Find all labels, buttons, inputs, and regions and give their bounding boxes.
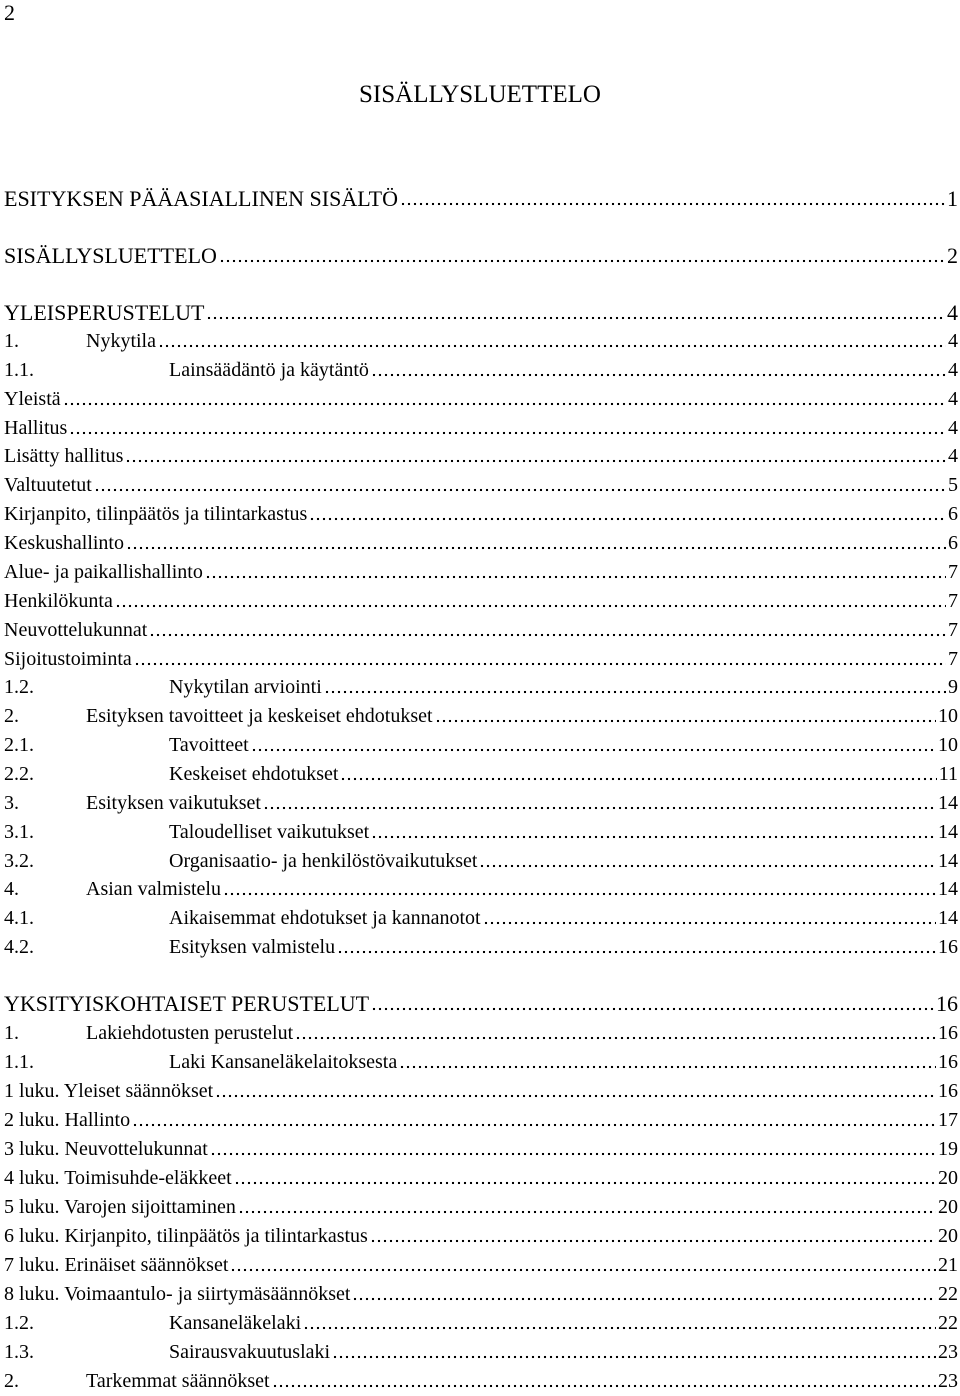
toc-entry-title: Hallitus	[4, 417, 68, 439]
toc-entry[interactable]	[4, 988, 958, 1016]
toc-entry[interactable]	[4, 700, 958, 728]
toc-entry-title: Esityksen valmistelu	[169, 936, 336, 958]
toc-entry-title: Asian valmistelu	[86, 878, 221, 900]
toc-entry[interactable]	[4, 383, 958, 411]
toc-entry-title: SISÄLLYSLUETTELO	[4, 243, 217, 268]
dot-leader	[238, 1210, 936, 1214]
toc-entry-title: Kirjanpito, tilinpäätös ja tilintarkastus	[4, 503, 308, 525]
toc-entry-page: 14	[938, 792, 958, 814]
toc-entry-number: 1.1.	[4, 1051, 34, 1073]
toc-entry-number: 3.2.	[4, 850, 34, 872]
toc-entry-page: 16	[938, 1051, 958, 1073]
toc-entry[interactable]	[4, 1336, 958, 1364]
dot-leader	[132, 1123, 936, 1127]
dot-leader	[303, 1326, 936, 1330]
toc-entry-title: Yleistä	[4, 388, 61, 410]
dot-leader	[251, 748, 936, 752]
toc-entry-page: 22	[938, 1312, 958, 1334]
toc-entry-title: Sairausvakuutuslaki	[169, 1341, 331, 1363]
dot-leader	[206, 316, 945, 320]
dot-leader	[483, 921, 936, 925]
toc-entry-title: 6 luku. Kirjanpito, tilinpäätös ja tilintarkastus	[4, 1225, 368, 1247]
dot-leader	[263, 806, 936, 810]
toc-entry-page: 4	[947, 300, 958, 325]
toc-entry-title: Nykytila	[86, 330, 156, 352]
toc-entry-page: 10	[938, 734, 958, 756]
dot-leader	[324, 690, 946, 694]
toc-entry[interactable]	[4, 643, 958, 671]
toc-entry-number: 2.	[4, 1370, 19, 1392]
dot-leader	[115, 604, 946, 608]
toc-entry-number: 2.2.	[4, 763, 34, 785]
toc-entry-title: 2 luku. Hallinto	[4, 1109, 131, 1131]
dot-leader	[371, 373, 946, 377]
toc-entry-page: 20	[938, 1196, 958, 1218]
toc-entry[interactable]	[4, 758, 958, 786]
toc-entry[interactable]	[4, 1249, 958, 1277]
dot-leader	[158, 344, 946, 348]
toc-entry-title: Nykytilan arviointi	[169, 676, 322, 698]
dot-leader	[370, 1239, 936, 1243]
dot-leader	[134, 662, 946, 666]
toc-entry-page: 14	[938, 878, 958, 900]
toc-entry[interactable]	[4, 1220, 958, 1248]
dot-leader	[205, 575, 946, 579]
toc-entry-page: 11	[938, 763, 958, 785]
toc-entry-page: 7	[948, 648, 958, 670]
dot-leader	[94, 488, 946, 492]
toc-entry-number: 3.	[4, 792, 19, 814]
toc-entry-title: Keskeiset ehdotukset	[169, 763, 339, 785]
toc-entry[interactable]	[4, 469, 958, 497]
toc-entry-page: 23	[938, 1370, 958, 1392]
toc-entry-page: 14	[938, 907, 958, 929]
toc-entry-title: Alue- ja paikallishallinto	[4, 561, 203, 583]
toc-entry[interactable]	[4, 1278, 958, 1306]
toc-entry-number: 1.	[4, 1022, 19, 1044]
toc-entry-title: Esityksen vaikutukset	[86, 792, 261, 814]
dot-leader	[149, 633, 946, 637]
dot-leader	[399, 1065, 936, 1069]
toc-entry[interactable]	[4, 585, 958, 613]
toc-entry-number: 1.3.	[4, 1341, 34, 1363]
toc-entry-title: Lainsäädäntö ja käytäntö	[169, 359, 369, 381]
toc-entry-title: Henkilökunta	[4, 590, 113, 612]
toc-entry-page: 7	[948, 619, 958, 641]
toc-entry-title: Keskushallinto	[4, 532, 124, 554]
toc-entry-title: Tarkemmat säännökset	[86, 1370, 270, 1392]
dot-leader	[272, 1384, 936, 1388]
toc-entry-number: 1.	[4, 330, 19, 352]
dot-leader	[63, 402, 946, 406]
toc-entry-title: Valtuutetut	[4, 474, 92, 496]
page-number: 2	[4, 0, 15, 25]
toc-entry[interactable]	[4, 845, 958, 873]
dot-leader	[400, 202, 945, 206]
dot-leader	[435, 719, 936, 723]
toc-entry-page: 21	[938, 1254, 958, 1276]
dot-leader	[332, 1355, 936, 1359]
toc-entry-page: 16	[938, 1022, 958, 1044]
toc-entry-page: 4	[948, 445, 958, 467]
toc-entry-title: Lakiehdotusten perustelut	[86, 1022, 294, 1044]
dot-leader	[309, 517, 946, 521]
dot-leader	[234, 1181, 936, 1185]
dot-leader	[337, 950, 936, 954]
toc-entry-title: Organisaatio- ja henkilöstövaikutukset	[169, 850, 478, 872]
dot-leader	[223, 892, 936, 896]
toc-entry[interactable]	[4, 931, 958, 959]
dot-leader	[340, 777, 936, 781]
toc-entry-page: 16	[938, 936, 958, 958]
dot-leader	[295, 1036, 936, 1040]
toc-entry[interactable]	[4, 1365, 958, 1393]
toc-entry-page: 14	[938, 821, 958, 843]
toc-entry[interactable]	[4, 1046, 958, 1074]
toc-entry[interactable]	[4, 1017, 958, 1045]
toc-entry-title: Laki Kansaneläkelaitoksesta	[169, 1051, 398, 1073]
toc-entry-page: 4	[948, 417, 958, 439]
dot-leader	[371, 1007, 934, 1011]
toc-entry-title: Esityksen tavoitteet ja keskeiset ehdotukset	[86, 705, 433, 727]
toc-entry-page: 19	[938, 1138, 958, 1160]
toc-entry-number: 4.	[4, 878, 19, 900]
toc-entry[interactable]	[4, 873, 958, 901]
toc-entry-number: 2.1.	[4, 734, 34, 756]
toc-entry-title: 3 luku. Neuvottelukunnat	[4, 1138, 208, 1160]
dot-leader	[69, 431, 946, 435]
toc-entry-number: 1.2.	[4, 1312, 34, 1334]
toc-entry[interactable]	[4, 816, 958, 844]
dot-leader	[126, 546, 946, 550]
toc-entry-page: 7	[948, 590, 958, 612]
toc-entry-page: 10	[938, 705, 958, 727]
dot-leader	[210, 1152, 936, 1156]
dot-leader	[479, 864, 936, 868]
toc-entry-page: 16	[936, 991, 958, 1016]
toc-entry[interactable]	[4, 787, 958, 815]
toc-entry[interactable]	[4, 498, 958, 526]
toc-entry-title: Taloudelliset vaikutukset	[169, 821, 370, 843]
page-title: SISÄLLYSLUETTELO	[359, 81, 601, 108]
toc-entry[interactable]	[4, 1191, 958, 1219]
toc-entry-title: Kansaneläkelaki	[169, 1312, 302, 1334]
toc-entry[interactable]	[4, 556, 958, 584]
toc-entry-number: 4.1.	[4, 907, 34, 929]
toc-entry-page: 20	[938, 1167, 958, 1189]
toc-entry[interactable]	[4, 183, 958, 211]
dot-leader	[230, 1268, 936, 1272]
toc-entry-title: Lisätty hallitus	[4, 445, 124, 467]
toc-entry[interactable]	[4, 1307, 958, 1335]
toc-entry[interactable]	[4, 1133, 958, 1161]
toc-entry-title: Aikaisemmat ehdotukset ja kannanotot	[169, 907, 481, 929]
toc-entry-page: 17	[938, 1109, 958, 1131]
toc-entry[interactable]	[4, 240, 958, 268]
toc-entry-page: 4	[948, 359, 958, 381]
toc-entry-number: 2.	[4, 705, 19, 727]
toc-entry-page: 6	[948, 503, 958, 525]
toc-entry-title: 1 luku. Yleiset säännökset	[4, 1080, 214, 1102]
toc-entry-title: Tavoitteet	[169, 734, 249, 756]
toc-entry[interactable]	[4, 729, 958, 757]
toc-entry-number: 4.2.	[4, 936, 34, 958]
toc-entry[interactable]	[4, 297, 958, 325]
toc-entry[interactable]	[4, 1162, 958, 1190]
toc-entry-title: 4 luku. Toimisuhde-eläkkeet	[4, 1167, 232, 1189]
toc-entry[interactable]	[4, 354, 958, 382]
toc-entry-page: 2	[947, 243, 958, 268]
toc-entry-title: YKSITYISKOHTAISET PERUSTELUT	[4, 991, 370, 1016]
toc-entry-page: 6	[948, 532, 958, 554]
dot-leader	[352, 1297, 936, 1301]
toc-entry[interactable]	[4, 902, 958, 930]
toc-entry-title: YLEISPERUSTELUT	[4, 300, 205, 325]
toc-entry-title: 5 luku. Varojen sijoittaminen	[4, 1196, 236, 1218]
toc-entry-page: 16	[938, 1080, 958, 1102]
dot-leader	[125, 459, 946, 463]
toc-entry-number: 1.2.	[4, 676, 34, 698]
toc-entry-page: 22	[938, 1283, 958, 1305]
toc-entry-number: 1.1.	[4, 359, 34, 381]
toc-entry[interactable]	[4, 440, 958, 468]
toc-entry-number: 3.1.	[4, 821, 34, 843]
toc-entry[interactable]	[4, 671, 958, 699]
toc-entry-page: 1	[947, 186, 958, 211]
toc-entry-title: Sijoitustoiminta	[4, 648, 132, 670]
toc-entry-page: 7	[948, 561, 958, 583]
toc-entry-title: 7 luku. Erinäiset säännökset	[4, 1254, 229, 1276]
toc-entry-title: ESITYKSEN PÄÄASIALLINEN SISÄLTÖ	[4, 186, 398, 211]
toc-entry-title: 8 luku. Voimaantulo- ja siirtymäsäännökset	[4, 1283, 351, 1305]
toc-entry[interactable]	[4, 412, 958, 440]
toc-entry-page: 5	[948, 474, 958, 496]
toc-entry-page: 23	[938, 1341, 958, 1363]
toc-entry[interactable]	[4, 614, 958, 642]
toc-entry[interactable]	[4, 527, 958, 555]
toc-entry[interactable]	[4, 1104, 958, 1132]
toc-entry[interactable]	[4, 1075, 958, 1103]
toc-entry-page: 9	[948, 676, 958, 698]
dot-leader	[219, 259, 945, 263]
toc-entry-page: 20	[938, 1225, 958, 1247]
toc-entry-page: 4	[948, 330, 958, 352]
dot-leader	[371, 835, 936, 839]
toc-entry-page: 14	[938, 850, 958, 872]
toc-entry-page: 4	[948, 388, 958, 410]
toc-entry[interactable]	[4, 325, 958, 353]
dot-leader	[215, 1094, 936, 1098]
toc-entry-title: Neuvottelukunnat	[4, 619, 148, 641]
